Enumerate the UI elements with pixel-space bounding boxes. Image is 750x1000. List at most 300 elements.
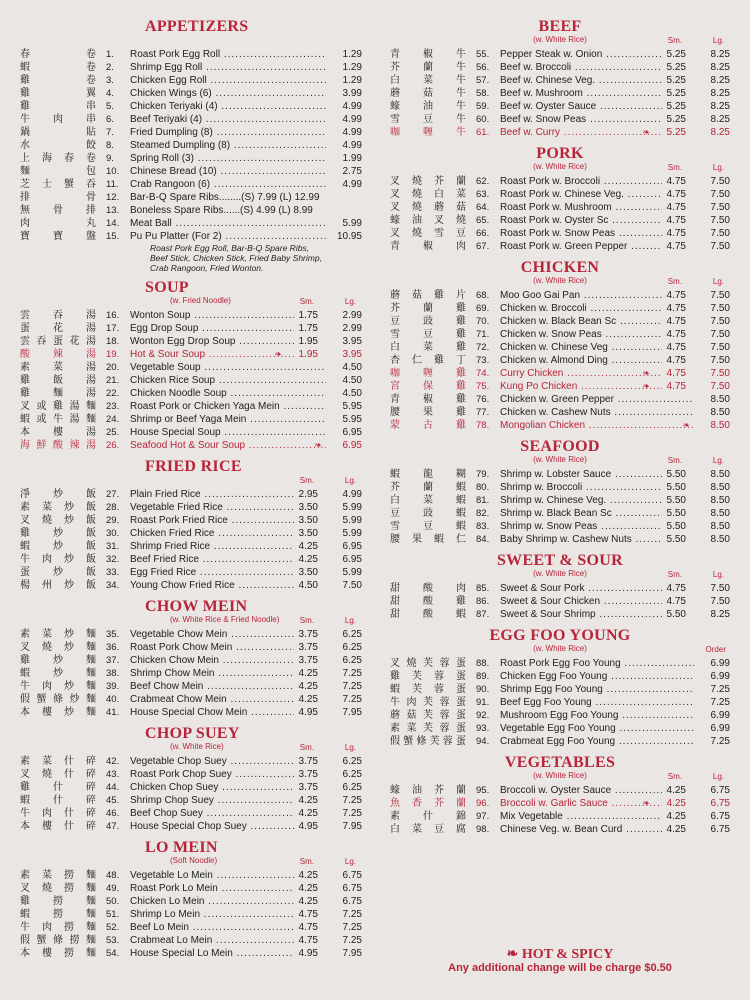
item-chinese-name: 蝦 撈 麵 <box>20 909 98 920</box>
menu-item <box>390 595 730 608</box>
item-price-large: 5.99 <box>342 515 362 526</box>
item-number: 30. <box>106 528 120 539</box>
item-name: Chicken Chop Suey ..... <box>130 781 294 794</box>
item-chinese-name: 楊州炒飯 <box>20 580 98 591</box>
item-price-large: 2.99 <box>342 310 362 321</box>
section-subtitle: (w. White Rice) <box>533 455 587 464</box>
menu-item <box>390 240 730 253</box>
item-chinese-name: 素菜炒飯 <box>20 502 98 513</box>
pepper-icon: ❧ <box>642 127 650 137</box>
item-name: Kung Po Chicken ..... <box>500 380 662 393</box>
item-chinese-name: 蠔 油 牛 <box>390 101 468 112</box>
section-title: CHOP SUEY <box>145 725 240 742</box>
item-price-large: 6.95 <box>342 440 362 451</box>
item-name: Shrimp Fried Rice ..... <box>130 540 294 553</box>
section-seafood <box>390 438 730 546</box>
item-number: 86. <box>476 596 490 607</box>
item-name: Roast Pork w. Mushroom ..... <box>500 201 662 214</box>
menu-item <box>390 608 730 621</box>
item-name: Beef w. Curry ..... <box>500 126 662 139</box>
menu-item <box>390 87 730 100</box>
menu-item <box>20 61 362 74</box>
item-price-large: 6.25 <box>342 629 362 640</box>
item-name: Wonton Soup ..... <box>130 309 294 322</box>
item-price-small: 4.25 <box>298 808 318 819</box>
item-name: Mix Vegetable ..... <box>500 810 662 823</box>
item-number: 77. <box>476 407 490 418</box>
section-appetizers <box>20 18 362 273</box>
section-egg-foo-young <box>390 627 730 748</box>
menu-item <box>390 315 730 328</box>
item-price-large: 3.95 <box>342 336 362 347</box>
item-price-large: 8.25 <box>710 49 730 60</box>
item-price-large: 3.95 <box>342 349 362 360</box>
item-chinese-name: 酸 辣 湯 <box>20 349 98 360</box>
item-name: Beef w. Oyster Sauce ..... <box>500 100 662 113</box>
item-price-large: 6.75 <box>710 811 730 822</box>
section-header <box>390 754 730 784</box>
item-price-small: 4.75 <box>666 316 686 327</box>
item-number: 18. <box>106 336 120 347</box>
item-number: 90. <box>476 684 490 695</box>
item-number: 48. <box>106 870 120 881</box>
item-name: Broccoli w. Garlic Sauce ..... <box>500 797 662 810</box>
item-name: Bar-B-Q Spare Ribs........(S) 7.99 (L) 12.99 <box>130 192 320 203</box>
item-name: Vegetable Lo Mein ..... <box>130 869 294 882</box>
item-chinese-name: 叉燒炒麵 <box>20 642 98 653</box>
item-name: House Special Chow Mein ..... <box>130 706 294 719</box>
item-number: 44. <box>106 782 120 793</box>
item-name: Chicken w. Cashew Nuts ..... <box>500 406 694 419</box>
hot-spicy-label: HOT & SPICY <box>521 947 614 962</box>
item-chinese-name: 海鮮酸辣湯 <box>20 440 98 451</box>
item-name: Plain Fried Rice ..... <box>130 488 294 501</box>
item-price-small: 5.25 <box>666 75 686 86</box>
item-chinese-name: 雲 吞 湯 <box>20 310 98 321</box>
item-price-small: 5.50 <box>666 495 686 506</box>
section-subtitle: (w. White Rice) <box>533 644 587 653</box>
item-name: Curry Chicken ..... <box>500 367 662 380</box>
item-price-large: 7.50 <box>710 241 730 252</box>
menu-item <box>390 582 730 595</box>
item-name: Egg Drop Soup ..... <box>130 322 294 335</box>
item-number: 21. <box>106 375 120 386</box>
item-chinese-name: 蠔油叉燒 <box>390 215 468 226</box>
menu-item <box>20 426 362 439</box>
item-number: 57. <box>476 75 490 86</box>
menu-item <box>390 797 730 810</box>
menu-item <box>390 494 730 507</box>
item-price-small: 4.75 <box>666 189 686 200</box>
item-price-large: 8.25 <box>710 114 730 125</box>
item-price-large: 1.99 <box>342 153 362 164</box>
pepper-icon: ❧ <box>642 368 650 378</box>
item-chinese-name: 雞 撈 麵 <box>20 896 98 907</box>
item-name: Baby Shrimp w. Cashew Nuts ..... <box>500 533 662 546</box>
item-name: Shrimp w. Snow Peas ..... <box>500 520 662 533</box>
item-number: 89. <box>476 671 490 682</box>
item-chinese-name: 白菜豆腐 <box>390 824 468 835</box>
section-title: BEEF <box>538 18 582 35</box>
item-price-large: 7.50 <box>710 316 730 327</box>
menu-item <box>390 735 730 748</box>
item-name: Boneless Spare Ribs......(S) 4.99 (L) 8.99 <box>130 205 313 216</box>
item-chinese-name: 素菜撈麵 <box>20 870 98 881</box>
item-chinese-name: 芥 蘭 雞 <box>390 303 468 314</box>
item-name: Shrimp Egg Foo Young ..... <box>500 683 694 696</box>
item-price-large: 7.50 <box>710 189 730 200</box>
item-price-large: 5.99 <box>342 218 362 229</box>
item-price-small: 4.75 <box>666 329 686 340</box>
section-beef <box>390 18 730 139</box>
item-name: Vegetable Chop Suey ..... <box>130 755 294 768</box>
item-price-small: 3.75 <box>298 655 318 666</box>
item-name: Crabmeat Lo Mein ..... <box>130 934 294 947</box>
menu-item <box>390 188 730 201</box>
item-name: Shrimp Chow Mein ..... <box>130 667 294 680</box>
item-chinese-name: 青 椒 肉 <box>390 241 468 252</box>
item-number: 27. <box>106 489 120 500</box>
item-name: Pepper Steak w. Onion ..... <box>500 48 662 61</box>
item-price-small: 5.50 <box>666 609 686 620</box>
item-number: 82. <box>476 508 490 519</box>
item-price-large: 7.50 <box>710 583 730 594</box>
size-large-header: Lg. <box>344 476 356 485</box>
item-name: Seafood Hot & Sour Soup ..... <box>130 439 326 452</box>
item-price-large: 8.50 <box>710 482 730 493</box>
menu-item <box>20 807 362 820</box>
item-price-large: 8.50 <box>710 508 730 519</box>
menu-item <box>20 204 362 217</box>
menu-item <box>20 566 362 579</box>
item-number: 14. <box>106 218 120 229</box>
item-chinese-name: 叉燒撈麵 <box>20 883 98 894</box>
menu-item <box>20 152 362 165</box>
menu-item <box>20 934 362 947</box>
item-number: 45. <box>106 795 120 806</box>
item-number: 53. <box>106 935 120 946</box>
item-price-large: 3.99 <box>342 88 362 99</box>
item-price-large: 7.25 <box>710 697 730 708</box>
item-name: Shrimp or Beef Yaga Mein ..... <box>130 413 326 426</box>
section-header <box>390 259 730 289</box>
item-number: 33. <box>106 567 120 578</box>
item-name: Chicken Noodle Soup ..... <box>130 387 326 400</box>
item-number: 71. <box>476 329 490 340</box>
item-number: 3. <box>106 75 114 86</box>
item-name: Sweet & Sour Chicken ..... <box>500 595 662 608</box>
section-title: FRIED RICE <box>145 458 242 475</box>
item-price-large: 8.25 <box>710 88 730 99</box>
item-name: Mushroom Egg Foo Young ..... <box>500 709 694 722</box>
item-chinese-name: 叉燒蘑菇 <box>390 202 468 213</box>
item-number: 34. <box>106 580 120 591</box>
menu-item <box>20 48 362 61</box>
item-price-large: 8.50 <box>710 469 730 480</box>
menu-item <box>20 628 362 641</box>
menu-item <box>390 227 730 240</box>
item-name: Shrimp w. Lobster Sauce ..... <box>500 468 662 481</box>
item-chinese-name: 腰 果 雞 <box>390 407 468 418</box>
item-number: 55. <box>476 49 490 60</box>
item-chinese-name: 上海春卷 <box>20 153 98 164</box>
item-price-large: 4.99 <box>342 489 362 500</box>
section-header <box>390 552 730 582</box>
menu-item <box>390 380 730 393</box>
item-name: Roast Pork Chow Mein ..... <box>130 641 294 654</box>
size-large-header: Lg. <box>344 857 356 866</box>
item-name: House Special Soup ..... <box>130 426 326 439</box>
item-name: Shrimp Lo Mein ..... <box>130 908 294 921</box>
menu-item <box>390 670 730 683</box>
section-subtitle: (Soft Noodle) <box>170 856 218 865</box>
menu-item <box>390 354 730 367</box>
item-number: 9. <box>106 153 114 164</box>
item-chinese-name: 淨 炒 飯 <box>20 489 98 500</box>
item-price-large: 8.50 <box>710 420 730 431</box>
item-number: 76. <box>476 394 490 405</box>
size-large-header: Lg. <box>712 163 724 172</box>
item-chinese-name: 宮 保 雞 <box>390 381 468 392</box>
menu-item <box>390 709 730 722</box>
menu-item <box>390 328 730 341</box>
item-price-small: 5.25 <box>666 114 686 125</box>
size-small-header: Sm. <box>667 277 682 286</box>
item-chinese-name: 蝦或牛湯麵 <box>20 414 98 425</box>
menu-item <box>20 113 362 126</box>
item-chinese-name: 雞 什 碎 <box>20 782 98 793</box>
section-chow-mein <box>20 598 362 719</box>
item-number: 98. <box>476 824 490 835</box>
menu-item <box>390 810 730 823</box>
item-chinese-name: 雞 卷 <box>20 75 98 86</box>
item-number: 23. <box>106 401 120 412</box>
item-number: 84. <box>476 534 490 545</box>
item-number: 51. <box>106 909 120 920</box>
item-chinese-name: 蝦 炒 飯 <box>20 541 98 552</box>
item-name: Chinese Bread (10) ..... <box>130 165 326 178</box>
size-large-header: Lg. <box>712 277 724 286</box>
size-small-header: Sm. <box>667 772 682 781</box>
item-number: 79. <box>476 469 490 480</box>
pepper-icon: ❧ <box>506 947 519 962</box>
item-chinese-name: 寶 寶 盤 <box>20 231 98 242</box>
item-price-large: 6.75 <box>710 798 730 809</box>
item-price-large: 6.75 <box>342 870 362 881</box>
item-price-small: 5.25 <box>666 88 686 99</box>
size-small-header: Sm. <box>299 297 314 306</box>
item-name: Beef Chow Mein ..... <box>130 680 294 693</box>
menu-item <box>390 468 730 481</box>
menu-item <box>20 374 362 387</box>
item-number: 56. <box>476 62 490 73</box>
item-name: Chicken w. Snow Peas ..... <box>500 328 662 341</box>
menu-item <box>390 126 730 139</box>
item-number: 24. <box>106 414 120 425</box>
item-number: 62. <box>476 176 490 187</box>
item-price-small: 4.25 <box>298 554 318 565</box>
item-number: 1. <box>106 49 114 60</box>
item-price-large: 8.25 <box>710 127 730 138</box>
item-price-small: 3.50 <box>298 515 318 526</box>
section-header <box>390 438 730 468</box>
item-price-small: 1.75 <box>298 323 318 334</box>
item-price-small: 1.95 <box>298 336 318 347</box>
item-chinese-name: 青 椒 牛 <box>390 49 468 60</box>
item-number: 83. <box>476 521 490 532</box>
section-header <box>390 18 730 48</box>
section-chop-suey <box>20 725 362 833</box>
item-price-large: 6.25 <box>342 642 362 653</box>
item-price-large: 6.25 <box>342 655 362 666</box>
item-price-small: 4.75 <box>666 342 686 353</box>
item-name: Beef w. Mushroom ..... <box>500 87 662 100</box>
item-price-small: 4.75 <box>666 215 686 226</box>
size-large-header: Lg. <box>712 456 724 465</box>
item-number: 68. <box>476 290 490 301</box>
item-number: 73. <box>476 355 490 366</box>
item-name: House Special Lo Mein ..... <box>130 947 294 960</box>
item-chinese-name: 甜 酸 雞 <box>390 596 468 607</box>
size-large-header: Lg. <box>344 743 356 752</box>
section-header <box>20 839 362 869</box>
item-number: 72. <box>476 342 490 353</box>
item-chinese-name: 假蟹條炒麵 <box>20 694 98 705</box>
item-price-small: 4.75 <box>666 596 686 607</box>
item-price-small: 4.25 <box>298 694 318 705</box>
item-chinese-name: 蝦 龍 糊 <box>390 469 468 480</box>
item-price-large: 2.75 <box>342 166 362 177</box>
item-price-small: 4.25 <box>298 795 318 806</box>
item-chinese-name: 叉或雞湯麵 <box>20 401 98 412</box>
size-small-header: Sm. <box>299 857 314 866</box>
section-title: SWEET & SOUR <box>496 552 623 569</box>
item-chinese-name: 雪 豆 牛 <box>390 114 468 125</box>
menu-item <box>20 191 362 204</box>
menu-item <box>20 895 362 908</box>
item-number: 54. <box>106 948 120 959</box>
menu-item <box>390 419 730 432</box>
item-price-large: 6.25 <box>342 756 362 767</box>
menu-item <box>20 322 362 335</box>
item-price-small: 4.75 <box>298 922 318 933</box>
item-number: 32. <box>106 554 120 565</box>
item-price-large: 4.50 <box>342 388 362 399</box>
item-chinese-name: 素 什 錦 <box>390 811 468 822</box>
section-title: APPETIZERS <box>145 18 249 35</box>
item-price-small: 5.50 <box>666 534 686 545</box>
menu-item <box>20 400 362 413</box>
item-name: Roast Pork w. Snow Peas ..... <box>500 227 662 240</box>
item-name: Beef Teriyaki (4) ..... <box>130 113 326 126</box>
item-chinese-name: 叉燒什碎 <box>20 769 98 780</box>
item-price-small: 4.95 <box>298 821 318 832</box>
item-number: 17. <box>106 323 120 334</box>
item-chinese-name: 水 餃 <box>20 140 98 151</box>
menu-item <box>20 348 362 361</box>
item-name: Vegetable Soup ..... <box>130 361 326 374</box>
size-large-header: Lg. <box>344 297 356 306</box>
item-price-large: 4.99 <box>342 140 362 151</box>
item-name: Beef w. Snow Peas ..... <box>500 113 662 126</box>
item-number: 66. <box>476 228 490 239</box>
section-title: EGG FOO YOUNG <box>489 627 631 644</box>
item-name: Chicken w. Green Pepper ..... <box>500 393 694 406</box>
item-number: 67. <box>476 241 490 252</box>
item-name: Crabmeat Chow Mein ..... <box>130 693 294 706</box>
item-chinese-name: 雞 串 <box>20 101 98 112</box>
item-number: 29. <box>106 515 120 526</box>
menu-item <box>20 361 362 374</box>
item-price-small: 4.75 <box>666 241 686 252</box>
section-note: Roast Pork Egg Roll, Bar-B-Q Spare Ribs, Beef Stick, Chicken Stick, Fried Baby Shrimp, Crab Rangoon, Fried Wonton. <box>150 243 322 273</box>
item-chinese-name: 無 骨 排 <box>20 205 98 216</box>
item-chinese-name: 春 卷 <box>20 49 98 60</box>
item-name: Mongolian Chicken ..... <box>500 419 694 432</box>
item-price-small: 5.25 <box>666 101 686 112</box>
section-subtitle: (w. White Rice) <box>533 276 587 285</box>
item-number: 35. <box>106 629 120 640</box>
menu-item <box>390 683 730 696</box>
menu-item <box>390 113 730 126</box>
size-small-header: Sm. <box>667 163 682 172</box>
item-chinese-name: 腰 果 蝦 仁 <box>390 534 468 545</box>
hot-spicy-legend <box>390 946 730 963</box>
item-price-small: 4.25 <box>298 870 318 881</box>
size-large-header: Lg. <box>712 772 724 781</box>
item-price-large: 7.25 <box>342 909 362 920</box>
item-name: Chicken w. Black Bean Sc ..... <box>500 315 662 328</box>
section-header <box>390 627 730 657</box>
menu-item <box>20 654 362 667</box>
item-price-large: 2.99 <box>342 323 362 334</box>
menu-item <box>20 641 362 654</box>
item-chinese-name: 白 菜 蝦 <box>390 495 468 506</box>
item-number: 74. <box>476 368 490 379</box>
item-price-large: 6.99 <box>710 658 730 669</box>
item-name: Shrimp w. Chinese Veg. ..... <box>500 494 662 507</box>
item-number: 12. <box>106 192 120 203</box>
item-number: 22. <box>106 388 120 399</box>
item-number: 4. <box>106 88 114 99</box>
item-price-small: 4.25 <box>666 811 686 822</box>
item-price-large: 8.50 <box>710 495 730 506</box>
item-price-large: 7.25 <box>710 684 730 695</box>
item-chinese-name: 蛋 炒 飯 <box>20 567 98 578</box>
order-header: Order <box>705 645 726 654</box>
item-price-large: 6.99 <box>710 723 730 734</box>
item-chinese-name: 牛 肉 串 <box>20 114 98 125</box>
item-price-small: 4.75 <box>298 909 318 920</box>
item-chinese-name: 素菜什碎 <box>20 756 98 767</box>
item-name: Chicken w. Chinese Veg ..... <box>500 341 662 354</box>
item-name: Chinese Veg. w. Bean Curd ..... <box>500 823 662 836</box>
item-price-large: 10.95 <box>336 231 362 242</box>
item-chinese-name: 牛肉什碎 <box>20 808 98 819</box>
item-number: 7. <box>106 127 114 138</box>
item-price-large: 7.25 <box>342 808 362 819</box>
item-chinese-name: 假蟹條撈麵 <box>20 935 98 946</box>
item-chinese-name: 魚香芥蘭 <box>390 798 468 809</box>
item-price-large: 7.50 <box>710 329 730 340</box>
menu-item <box>20 540 362 553</box>
item-price-large: 6.99 <box>710 671 730 682</box>
item-price-small: 4.25 <box>298 668 318 679</box>
item-name: Wonton Egg Drop Soup ..... <box>130 335 294 348</box>
item-number: 16. <box>106 310 120 321</box>
menu-item <box>20 230 362 243</box>
item-number: 64. <box>476 202 490 213</box>
